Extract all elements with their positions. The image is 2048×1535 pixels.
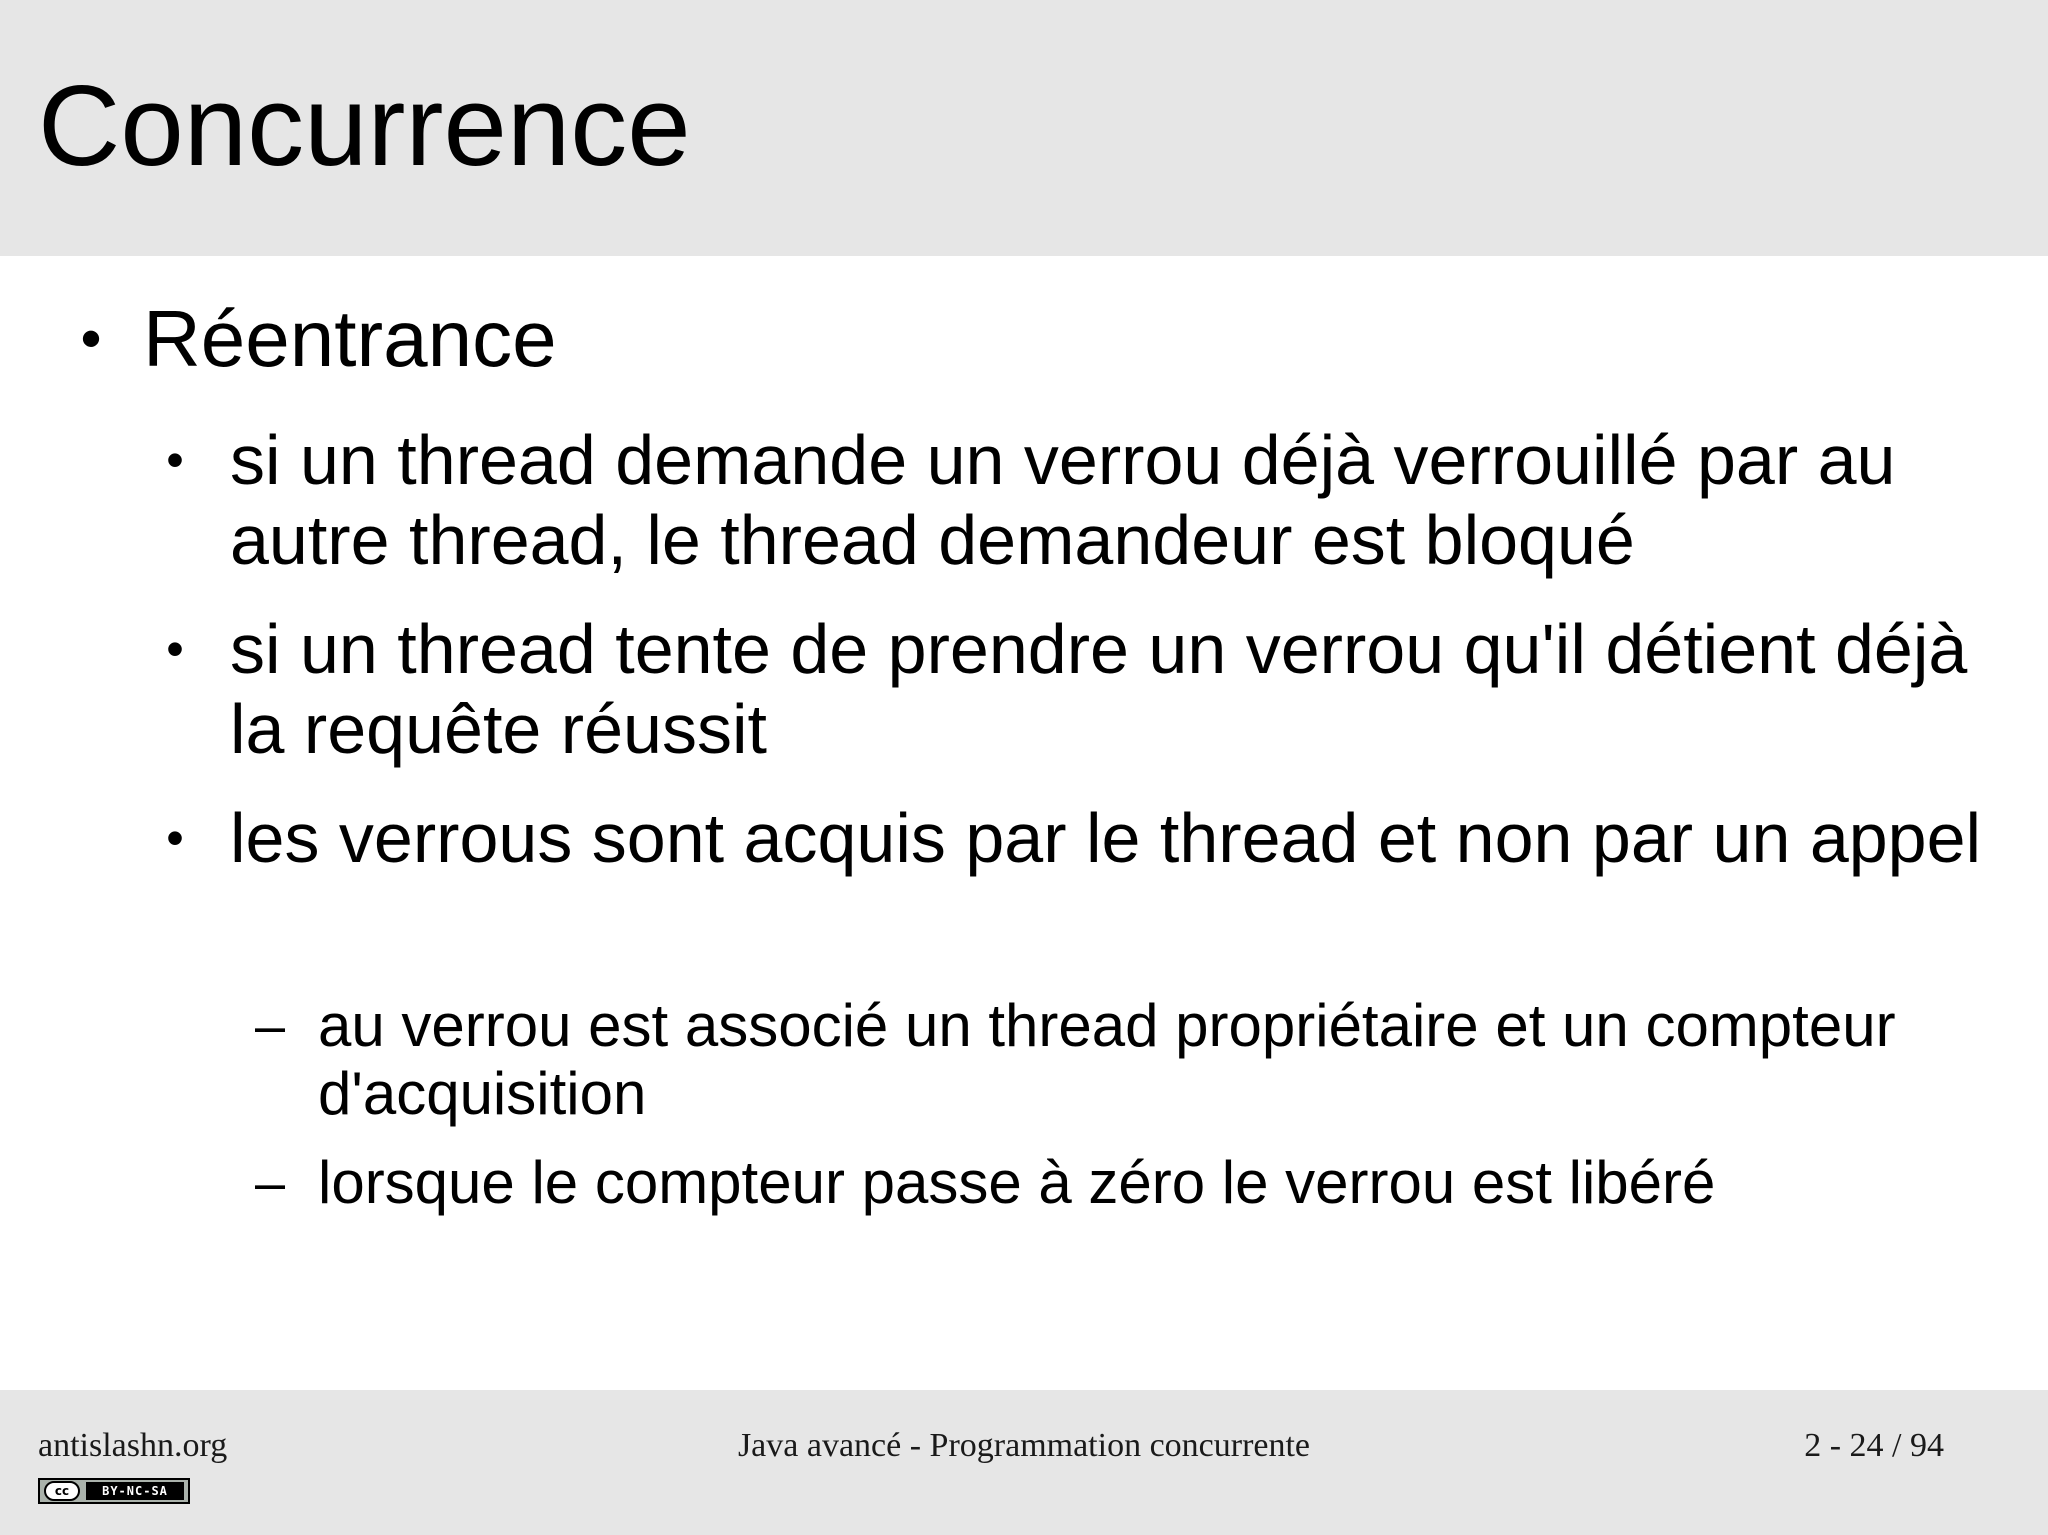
list-item-text: au verrou est associé un thread propriétaire et un compteur d'acquisition [318, 992, 1896, 1127]
cc-by-nc-sa-icon [38, 1478, 190, 1504]
footer-page-number: 2 - 24 / 94 [1804, 1427, 1944, 1464]
list-item-text: lorsque le compteur passe à zéro le verrou est libéré [318, 1149, 1716, 1216]
slide-header [0, 0, 2048, 256]
slide-content [0, 256, 2048, 1390]
dash-icon: – [255, 1153, 286, 1213]
bullet-icon: • [166, 621, 184, 677]
bullet-icon: • [166, 432, 184, 488]
bullet-icon: • [166, 810, 184, 866]
bullet-icon: • [80, 305, 102, 372]
slide-title: Concurrence [38, 63, 691, 190]
slide-footer [0, 1390, 2048, 1535]
list-item-text: les verrous sont acquis par le thread et non par un appel [230, 799, 1982, 877]
dash-icon: – [255, 996, 286, 1056]
footer-course-title: Java avancé - Programmation concurrente [737, 1427, 1311, 1464]
list-item-text: Réentrance [143, 294, 557, 383]
footer-site: antislashn.org [38, 1427, 228, 1464]
list-item-text: si un thread tente de prendre un verrou qu'il détient déjà la requête réussit [230, 610, 1968, 768]
list-item-text: si un thread demande un verrou déjà verrouillé par au autre thread, le thread demandeur est bloqué [230, 421, 1896, 579]
license-terms: BY-NC-SA [86, 1482, 184, 1500]
cc-logo-icon: cc [44, 1481, 80, 1501]
